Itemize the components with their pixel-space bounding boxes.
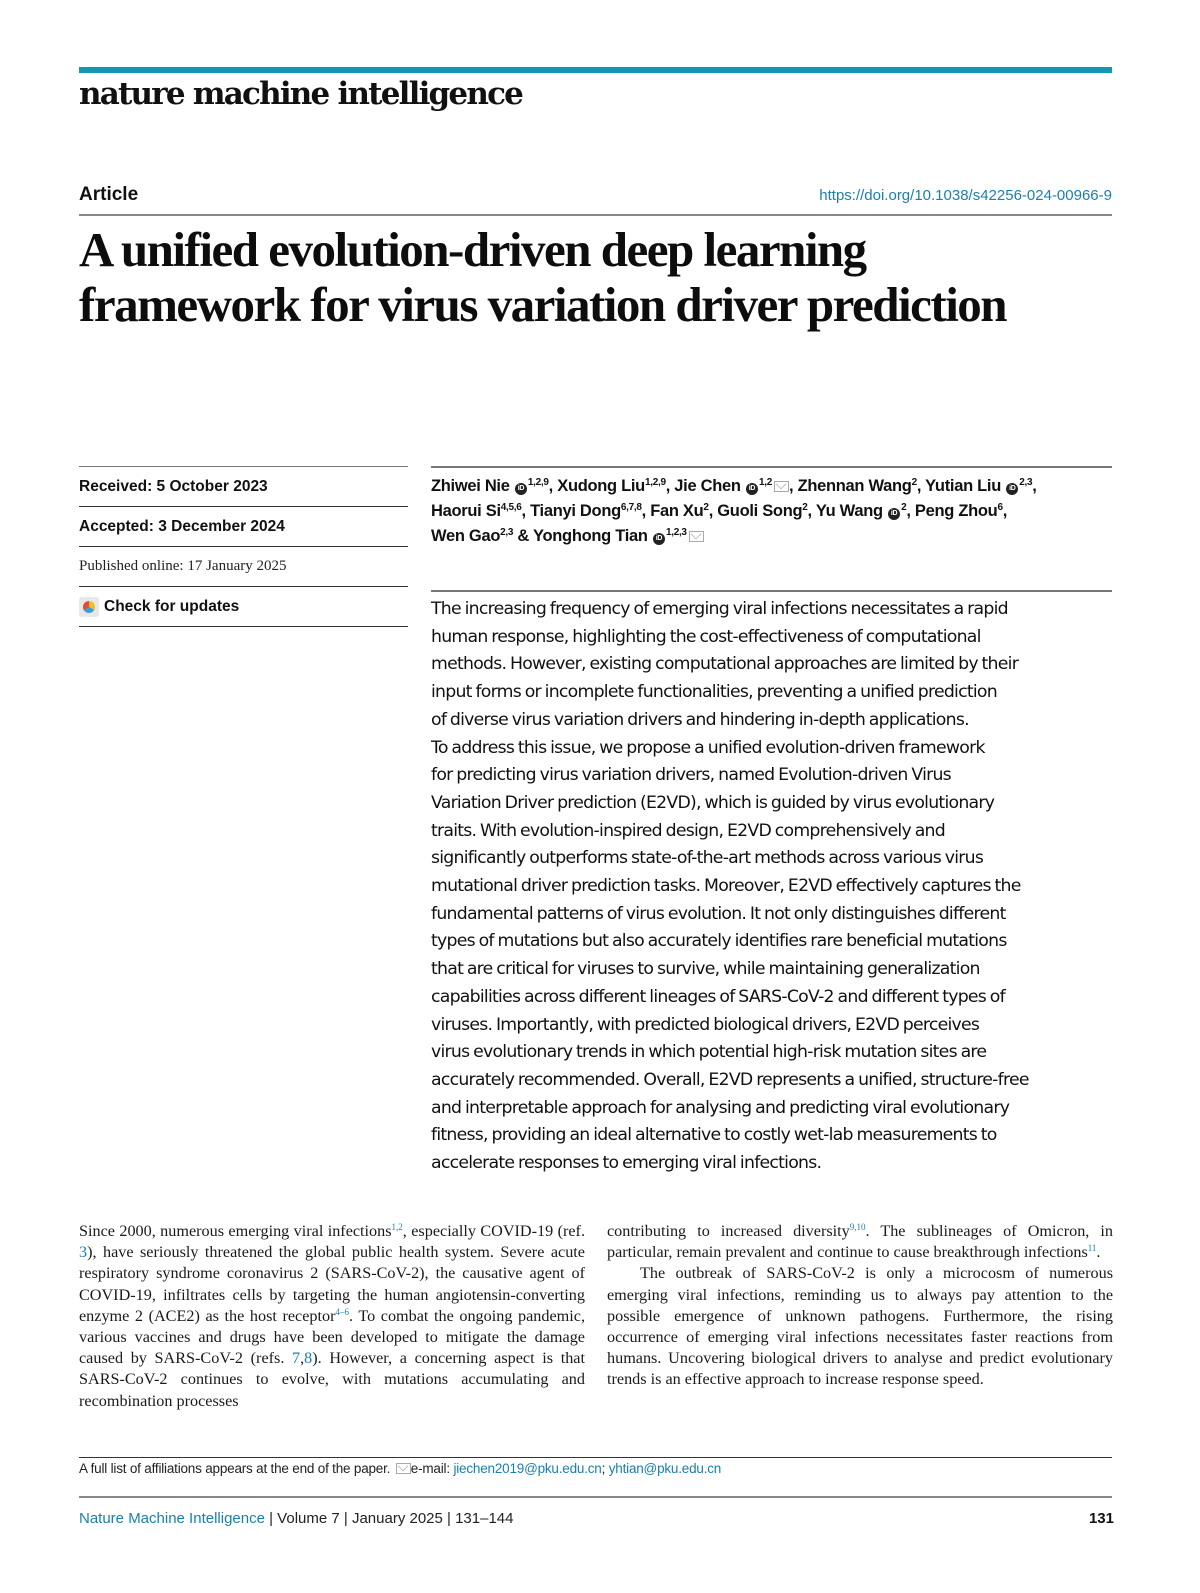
mail-icon[interactable] [689, 531, 704, 542]
abstract-line: viruses. Importantly, with predicted biological drivers, E2VD perceives [431, 1014, 980, 1035]
divider [79, 1457, 1112, 1458]
affiliation-numbers: 2 [911, 477, 917, 488]
journal-name: nature machine intelligence [79, 76, 523, 112]
affiliation-numbers: 1,2,9 [527, 477, 549, 488]
affiliation-numbers: 2 [901, 502, 907, 513]
citation-link[interactable]: 8 [304, 1349, 313, 1368]
accepted-date: Accepted: 3 December 2024 [79, 506, 408, 546]
mail-icon[interactable] [774, 481, 789, 492]
abstract-line: human response, highlighting the cost-effectiveness of computational [431, 626, 981, 647]
abstract-line: significantly outperforms state-of-the-art methods across various virus [431, 848, 984, 869]
divider [79, 1496, 1112, 1498]
abstract-line: fitness, providing an ideal alternative to costly wet-lab measurements to [431, 1125, 997, 1146]
check-for-updates-label: Check for updates [104, 597, 240, 615]
abstract-line: To address this issue, we propose a unified evolution-driven framework [431, 737, 985, 758]
affiliation-numbers: 1,2,9 [644, 477, 666, 488]
abstract-line: of diverse virus variation drivers and hindering in-depth applications. [431, 709, 969, 730]
page-footer [79, 1510, 514, 1527]
author-name[interactable]: Fan Xu [650, 502, 704, 520]
author-name[interactable]: Haorui Si [431, 502, 501, 520]
author-name[interactable]: Tianyi Dong [530, 502, 621, 520]
orcid-icon[interactable]: iD [515, 483, 527, 495]
citation-link[interactable]: 11 [1087, 1243, 1097, 1254]
journal-accent-bar [79, 67, 1112, 73]
author-list: Zhiwei Nie iD$^{1,2,9}$, Xudong Liu$^{1,2,9}$, Jie Chen iD$^{1,2}$ , Zhennan Wang$^2$, Yutian Liu iD$^{2,3}$, Haorui Si$^{4,5,6}$, Tianyi Dong$^{6,7,8}$, Fan Xu$^2$, Guoli Song$^2$, Yu Wang $iD^2$, Peng Zhou$^6$, Wen Gao$^{2,3}$ & Yonghong Tian iD$^{1,2,3}$ [431, 477, 1037, 545]
orcid-icon[interactable]: iD [746, 483, 758, 495]
affiliation-numbers: 4,5,6 [500, 502, 522, 513]
body-column-2 [607, 1221, 1113, 1391]
citation-link[interactable]: 3 [79, 1243, 88, 1262]
divider [431, 590, 1112, 592]
divider [79, 214, 1112, 216]
orcid-icon[interactable]: iD [1006, 483, 1018, 495]
abstract-line: types of mutations but also accurately identifies rare beneficial mutations [431, 931, 1007, 952]
author-name[interactable]: Guoli Song [717, 502, 803, 520]
check-for-updates-button[interactable] [79, 586, 408, 627]
published-date: Published online: 17 January 2025 [79, 546, 408, 586]
author-name[interactable]: Zhiwei Nie [431, 477, 510, 495]
affiliation-note: A full list of affiliations appears at the end of the paper. e-mail: jiechen2019@pku.edu.cn; yhtian@pku.edu.cn [79, 1461, 722, 1476]
abstract-line: accurately recommended. Overall, E2VD represents a unified, structure-free [431, 1069, 1029, 1090]
affiliation-numbers: 2 [703, 502, 709, 513]
received-date: Received: 5 October 2023 [79, 466, 408, 506]
affiliation-numbers: 2 [802, 502, 808, 513]
citation-link[interactable]: 9,10 [849, 1222, 866, 1232]
article-title: A unified evolution-driven deep learning framework for virus variation driver prediction [79, 222, 1007, 332]
abstract-line: that are critical for viruses to survive, while maintaining generalization [431, 959, 980, 980]
citation-link[interactable]: 4–6 [335, 1306, 349, 1317]
article-type: Article [79, 184, 139, 205]
affiliation-numbers: 6 [997, 502, 1003, 513]
author-name[interactable]: Yonghong Tian [533, 527, 648, 545]
body-column-1 [79, 1221, 585, 1412]
author-name[interactable]: Jie Chen [674, 477, 741, 495]
affiliation-numbers: 6,7,8 [620, 502, 642, 513]
abstract-line: fundamental patterns of virus evolution. It not only distinguishes different [431, 903, 1006, 924]
abstract-line: The increasing frequency of emerging viral infections necessitates a rapid [431, 599, 1008, 619]
abstract-line: Variation Driver prediction (E2VD), which is guided by virus evolutionary [431, 792, 995, 813]
citation-link[interactable]: 7 [292, 1349, 301, 1368]
abstract-line: for predicting virus variation drivers, named Evolution-driven Virus [431, 765, 951, 786]
affiliation-numbers: 1,2 [758, 477, 772, 488]
affiliation-numbers: 1,2,3 [665, 527, 687, 538]
affiliation-numbers: 2,3 [1019, 477, 1033, 488]
orcid-icon[interactable]: iD [653, 533, 665, 545]
author-name[interactable]: Wen Gao [431, 527, 501, 545]
abstract-line: input forms or incomplete functionalities, preventing a unified prediction [431, 682, 997, 703]
abstract-line: capabilities across different lineages of SARS-CoV-2 and different types of [431, 986, 1005, 1007]
doi-link[interactable]: https://doi.org/10.1038/s42256-024-00966-9 [819, 187, 1112, 204]
footer-issue-details: | Volume 7 | January 2025 | 131–144 [264, 1510, 514, 1527]
affiliation-numbers: 2,3 [500, 527, 514, 538]
paragraph: The outbreak of SARS-CoV-2 is only a microcosm of numerous emerging viral infections, reminding us to always pay attention to the possible emergence of unknown pathogens. Furthermore, the rising occurrence of emerging viral infections necessitates faster reactions from humans. Uncovering biological drivers to analyse and predict evolutionary trends is an effective approach to increase response speed. [607, 1264, 1113, 1389]
paragraph: Since 2000, numerous emerging viral infections$^{1,2}$, especially COVID-19 (ref. 3), have seriously threatened the global public health system. Severe acute respiratory syndrome coronavirus 2 (SARS-CoV-2), the causative agent of COVID-19, infiltrates cells by targeting the human angiotensin-converting enzyme 2 (ACE2) as the host receptor$^{4-6}$. To combat the ongoing pandemic, various vaccines and drugs have been developed to mitigate the damage caused by SARS-CoV-2 (refs. 7,8). However, a concerning aspect is that SARS-CoV-2 continues to evolve, with mutations accumulating and recombination processes [79, 1222, 585, 1410]
abstract [431, 596, 1121, 1178]
check-for-updates-icon [79, 597, 99, 617]
abstract-line: methods. However, existing computational approaches are limited by their [431, 654, 1019, 675]
abstract-line: traits. With evolution-inspired design, E2VD comprehensively and [431, 820, 945, 841]
divider [431, 466, 1112, 468]
email-link[interactable]: jiechen2019@pku.edu.cn [453, 1461, 602, 1476]
author-name[interactable]: Peng Zhou [914, 502, 998, 520]
abstract-line: accelerate responses to emerging viral infections. [431, 1153, 822, 1174]
abstract-line: virus evolutionary trends in which potential high-risk mutation sites are [431, 1042, 987, 1063]
author-name[interactable]: Yutian Liu [925, 477, 1001, 495]
author-name[interactable]: Zhennan Wang [797, 477, 912, 495]
mail-icon [396, 1463, 411, 1474]
page-number: 131 [1088, 1510, 1114, 1527]
citation-link[interactable]: 1,2 [391, 1222, 403, 1232]
author-name[interactable]: Xudong Liu [557, 477, 645, 495]
article-meta [79, 466, 408, 627]
author-name[interactable]: Yu Wang [815, 502, 883, 520]
abstract-line: and interpretable approach for analysing and predicting viral evolutionary [431, 1097, 1010, 1118]
orcid-icon[interactable]: iD [888, 508, 900, 520]
footer-journal-link[interactable]: Nature Machine Intelligence [79, 1510, 265, 1527]
paragraph: contributing to increased diversity$^{9,10}$. The sublineages of Omicron, in particular, remain prevalent and continue to cause breakthrough infections$^{11}$. [607, 1222, 1114, 1262]
email-link[interactable]: yhtian@pku.edu.cn [608, 1461, 722, 1476]
abstract-line: mutational driver prediction tasks. Moreover, E2VD effectively captures the [431, 876, 1021, 897]
